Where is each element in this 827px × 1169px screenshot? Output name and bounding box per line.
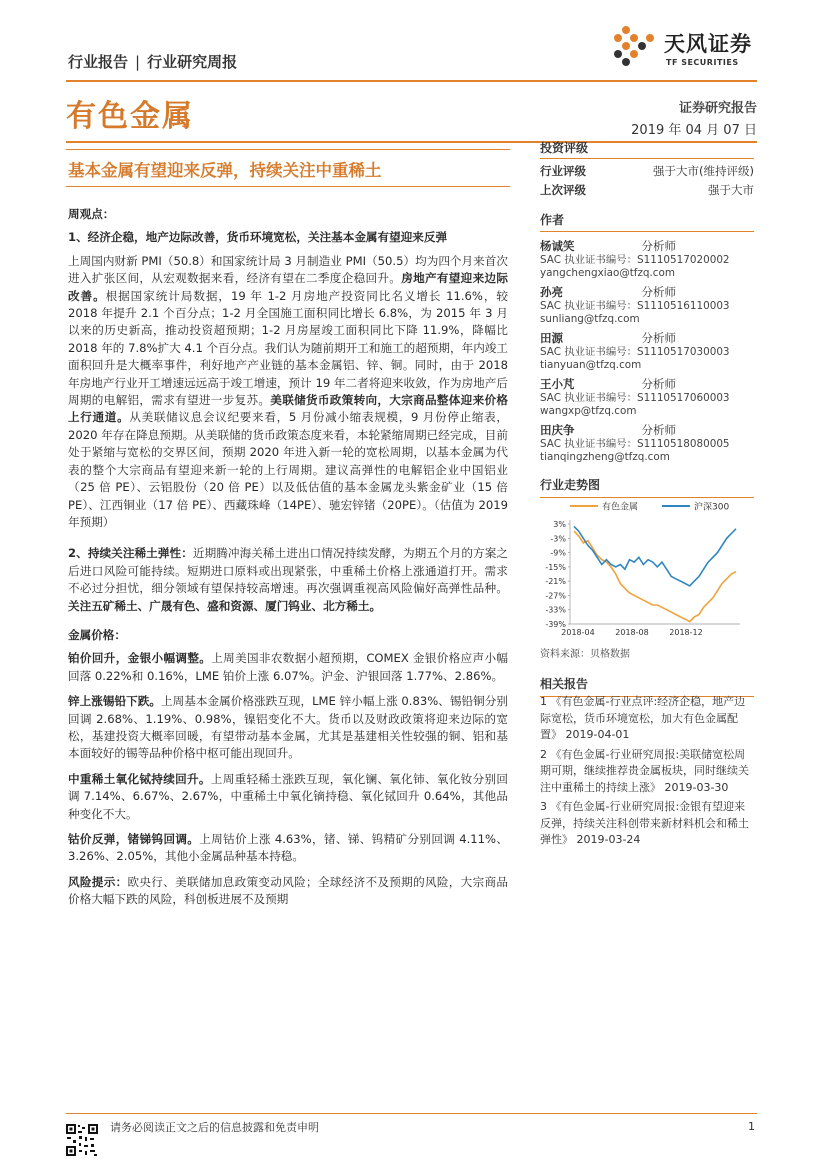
section1-paragraph xyxy=(68,253,508,532)
section2-paragraph xyxy=(68,545,508,615)
author-sac: SAC 执业证书编号：S1110517020002 xyxy=(540,254,730,266)
rating-last-value: 强于大市 xyxy=(708,182,754,197)
author-role: 分析师 xyxy=(641,377,676,391)
subtitle-rule-top xyxy=(66,149,510,150)
author-sac: SAC 执业证书编号：S1110518080005 xyxy=(540,438,730,450)
footer-rule xyxy=(66,1113,757,1114)
pm-text: 上周美国非农数据小超预期，COMEX 金银价格应声小幅回落 0.22%和 0.16%，LME 铂价上涨 6.07%。沪金、沪银回落 1.77%、2.86%。 xyxy=(68,651,508,683)
author-name: 王小芃 xyxy=(540,377,575,391)
trend-title: 行业走势图 xyxy=(540,478,601,492)
co-text: 上周钴价上涨 4.63%，锗、锑、钨精矿分别回调 4.11%、3.26%、2.05%，其他小金属品种基本持稳。 xyxy=(68,832,508,864)
author-name: 杨诚笑 xyxy=(540,239,575,253)
section2-title: 2、持续关注稀土弹性： xyxy=(68,546,193,561)
author-name-row xyxy=(540,330,754,346)
author-email[interactable]: sunliang@tfzq.com xyxy=(540,313,640,325)
related-report-item[interactable]: 1 《有色金属-行业点评:经济企稳，地产边际宽松，货币环境宽松，加大有色金属配置》 2019-04-01 xyxy=(540,695,746,741)
report-subtype: 行业研究周报 xyxy=(147,53,238,71)
footer-disclaimer: 请务必阅读正文之后的信息披露和免责申明 xyxy=(110,1121,319,1134)
authors-list xyxy=(540,238,754,464)
rating-last-row xyxy=(540,180,754,199)
author-email[interactable]: yangchengxiao@tfzq.com xyxy=(540,267,675,279)
author-email[interactable]: wangxp@tfzq.com xyxy=(540,405,637,417)
report-label: 证券研究报告 xyxy=(678,101,757,116)
y-tick-label: 3% xyxy=(553,520,566,529)
author-entry xyxy=(540,376,754,418)
trend-chart xyxy=(540,496,754,640)
p1b-bold: 房地产有望迎来边际改善。 xyxy=(68,271,508,303)
y-tick-label: -27% xyxy=(545,591,566,601)
authors-rule xyxy=(540,231,754,232)
trend-title-block xyxy=(540,476,754,498)
author-email[interactable]: tianyuan@tfzq.com xyxy=(540,359,642,371)
section1-title: 1、经济企稳，地产边际改善，货币环境宽松，关注基本金属有望迎来反弹 xyxy=(68,230,448,245)
author-sac: SAC 执业证书编号：S1110517060003 xyxy=(540,392,730,404)
rating-title: 投资评级 xyxy=(540,141,589,155)
related-title: 相关报告 xyxy=(540,677,589,691)
p1c: 根据国家统计局数据，19 年 1-2 月房地产投资同比名义增长 11.6%，较 2018 年提升 2.1 个百分点；1-2 月全国施工面积同比增长 6.8%，为 2015 年 3 月以来的历史新高，推动投资超预期；1-2 月房屋竣工面积同比下降 11.9%，降幅比 2018 年的 7.8%扩大 4.1 个百分点。我们认为随前期开工和施工的超预期，年内竣工面积回升是大概率事件，利好地产产业链的基本金属铝、锌、铜。同时，由于 2018 年房地产行业开工增速远远高于竣工增速，预计 19 年二者将迎来收敛，作为房地产后周期的电解铝，需求有望进一步复苏。 xyxy=(68,288,508,408)
re-text: 上周重轻稀土涨跌互现，氧化镧、氧化铈、氧化钕分别回调 7.14%、6.67%、2.67%，中重稀土中氧化镝持稳、氧化铽回升 0.64%，其他品种变化不大。 xyxy=(68,771,508,821)
risk-text: 欧央行、美联储加息政策变动风险；全球经济不及预期的风险，大宗商品价格大幅下跌的风险，科创板进展不及预期 xyxy=(68,874,508,907)
report-date: 2019 年 04 月 07 日 xyxy=(631,123,757,138)
author-name-row xyxy=(540,376,754,392)
precious-metals-paragraph xyxy=(68,650,508,685)
authors-title: 作者 xyxy=(540,213,565,227)
rare-earth-paragraph xyxy=(68,771,508,823)
p1a: 上周国内财新 PMI（50.8）和国家统计局 3 月制造业 PMI（50.5）均为四个月来首次进入扩张区间，从宏观数据来看，经济有望在二季度企稳回升。 xyxy=(68,253,508,286)
y-tick-label: -21% xyxy=(545,577,566,587)
y-tick-label: -33% xyxy=(545,605,566,615)
subtitle-rule-bottom xyxy=(66,186,510,187)
y-tick-label: -39% xyxy=(545,620,566,629)
author-name: 孙亮 xyxy=(540,285,563,299)
weekly-view-heading: 周观点： xyxy=(68,207,115,221)
author-role: 分析师 xyxy=(641,331,676,345)
cobalt-paragraph xyxy=(68,831,508,866)
risk-bold: 风险提示： xyxy=(68,874,128,889)
rating-last-label: 上次评级 xyxy=(540,182,586,197)
risk-paragraph xyxy=(68,874,508,909)
author-entry xyxy=(540,238,754,280)
p2a: 近期腾冲海关稀土进出口情况持续发酵，为期五个月的方案之后进口风险可能持续。短期进口原料或出现紧张，中重稀土价格上涨通道打开。需求不必过分担忧，细分领域有望保持较高增速。再次强调重视高风险偏好高弹性品种。 xyxy=(68,546,508,596)
related-report-item[interactable]: 2 《有色金属-行业研究周报:美联储宽松周期可期，继续推荐贵金属板块，同时继续关注中重稀土的持续上涨》 2019-03-30 xyxy=(540,747,749,794)
page-number: 1 xyxy=(748,1120,755,1133)
p2b-bold: 关注五矿稀土、广晟有色、盛和资源、厦门钨业、北方稀土。 xyxy=(68,598,382,613)
author-role: 分析师 xyxy=(641,239,676,253)
author-name: 田庆争 xyxy=(540,423,575,437)
related-report-item[interactable]: 3 《有色金属-行业研究周报:金银有望迎来反弹，持续关注科创带来新材料机会和稀土弹性》 2019-03-24 xyxy=(540,800,749,846)
x-tick-label: 2018-04 xyxy=(561,628,595,637)
zn-text: 上周基本金属价格涨跌互现，LME 锌小幅上涨 0.83%、锡铅铜分别回调 2.68%、1.19%、0.98%，镍铝变化不大。货币以及财政政策将迎来边际的宽松，基建投资大概率回暖，有望带动基本金属，尤其是基建相关性较强的铜、铝和基本面较好的锡等品种价格中枢可能出现回升。 xyxy=(68,694,508,761)
report-type: 行业报告 xyxy=(68,53,129,71)
author-name-row xyxy=(540,284,754,300)
rating-block xyxy=(540,139,754,199)
author-role: 分析师 xyxy=(641,285,676,299)
author-name-row xyxy=(540,422,754,438)
author-entry xyxy=(540,422,754,464)
author-sac: SAC 执业证书编号：S1110516110003 xyxy=(540,300,730,312)
logo-english: TF SECURITIES xyxy=(666,58,739,67)
author-email[interactable]: tianqingzheng@tfzq.com xyxy=(540,451,670,463)
report-subtitle: 基本金属有望迎来反弹，持续关注中重稀土 xyxy=(68,161,382,180)
legend-label: 沪深300 xyxy=(694,502,730,513)
rating-industry-label: 行业评级 xyxy=(540,163,586,178)
main-content xyxy=(68,206,508,917)
qr-code-icon xyxy=(65,1123,99,1157)
base-metals-paragraph xyxy=(68,693,508,763)
header-separator: | xyxy=(135,53,141,71)
logo-text: 天风证券 xyxy=(664,32,752,56)
y-tick-label: -9% xyxy=(550,548,566,558)
author-role: 分析师 xyxy=(641,423,676,437)
authors-block xyxy=(540,212,754,468)
header-rule xyxy=(66,80,757,82)
report-type-header xyxy=(68,51,237,72)
rating-rule xyxy=(540,158,754,159)
author-entry xyxy=(540,330,754,372)
prices-heading: 金属价格： xyxy=(68,627,126,642)
rating-industry-value: 强于大市(维持评级) xyxy=(653,163,754,178)
y-tick-label: -15% xyxy=(545,562,566,572)
legend-label: 有色金属 xyxy=(602,502,639,513)
rating-industry-row xyxy=(540,161,754,180)
p1e: 从美联储议息会议纪要来看，5 月份减小缩表规模，9 月份停止缩表，2020 年存在降息预期。从美联储的货币政策态度来看，本轮紧缩周期已经完成，目前处于紧缩与宽松的交界区间，预期 2020 年进入新一轮的宽松周期，以基本金属为代表的整个大宗商品有望迎来新一轮的上行周期。建议高弹性的电解铝企业中国铝业（25 倍 PE）、云铝股份（20 倍 PE）以及低估值的基本金属龙头紫金矿业（15 倍 PE）、江西铜业（17 倍 PE）、西藏珠峰（14PE）、驰宏锌锗（20PE）。（估值为 2019 年预期） xyxy=(68,410,508,529)
re-bold: 中重稀土氧化铽持续回升。 xyxy=(68,771,211,786)
zn-bold: 锌上涨锡铅下跌。 xyxy=(68,694,161,709)
series-line xyxy=(574,531,736,622)
p1d-bold: 美联储货币政策转向，大宗商品整体迎来价格上行通道。 xyxy=(68,393,508,425)
co-bold: 钴价反弹，锗锑钨回调。 xyxy=(68,832,200,846)
x-tick-label: 2018-12 xyxy=(669,628,703,637)
x-tick-label: 2018-08 xyxy=(615,628,649,637)
pm-bold: 铂价回升，金银小幅调整。 xyxy=(68,651,212,666)
related-list xyxy=(540,694,754,852)
chart-source: 资料来源：贝格数据 xyxy=(540,649,630,660)
author-entry xyxy=(540,284,754,326)
author-sac: SAC 执业证书编号：S1110517030003 xyxy=(540,346,730,358)
author-name: 田源 xyxy=(540,331,563,345)
page-title: 有色金属 xyxy=(66,99,194,134)
author-name-row xyxy=(540,238,754,254)
y-tick-label: -3% xyxy=(550,534,566,544)
